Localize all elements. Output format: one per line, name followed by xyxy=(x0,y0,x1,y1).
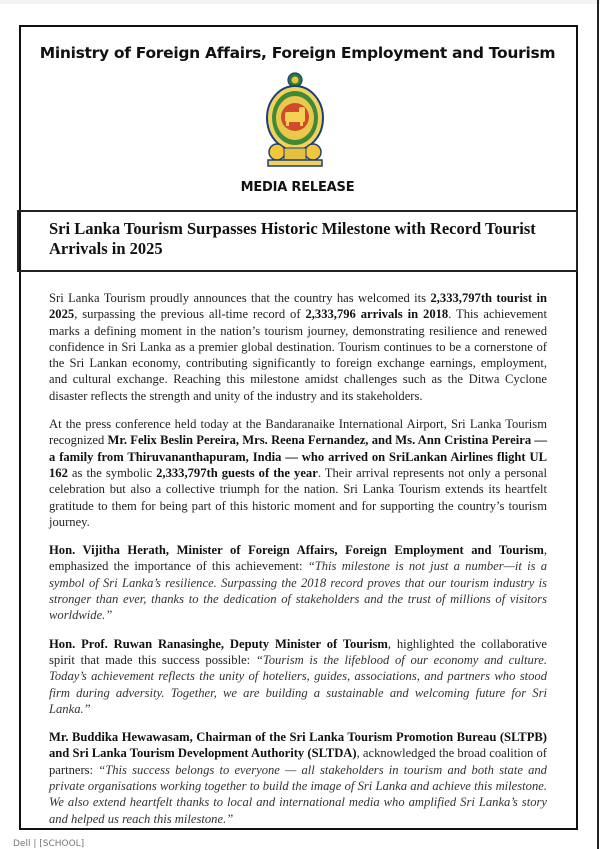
speaker-name: Mr. Buddika Hewawasam, Chairman of the Sri Lanka Tourism Promotion Bureau (SLTPB) and Sri Lanka Tourism Development Authority (SLTDA) xyxy=(49,730,547,761)
text: , emphasized the importance of this achievement: xyxy=(49,543,547,574)
quote: “This milestone is not just a number—it is a symbol of Sri Lanka’s resilience. Surpassing the 2018 record proves that our tourism industry is stronger than ever, thanks to the dedication of stakeholders and the trust of millions of visitors worldwide.” xyxy=(49,559,548,623)
text: . This achievement marks a defining moment in the nation’s tourism journey, demonstrating resilience and renewed confidence in Sri Lanka as a premier global destination. Tourism continues to be a cornerstone of the Sri Lankan economy, contributing significantly to foreign exchange earnings, employment, and cultural exchange. Reaching this milestone amidst challenges such as the Ditwa Cyclone disaster reflects the strength and unity of the industry and its stakeholders. xyxy=(49,307,547,403)
highlight-previous-record: 2,333,796 arrivals in 2018 xyxy=(305,307,449,322)
page-edge-line xyxy=(597,0,599,849)
text: , surpassing the previous all-time record of xyxy=(74,307,306,322)
ministry-heading: Ministry of Foreign Affairs, Foreign Employment and Tourism xyxy=(39,44,556,62)
quote: “This success belongs to everyone — all stakeholders in tourism and both state and private organisations working together to build the image of Sri Lanka and achieve this milestone. We also extend heartfelt thanks to local and international media who amplified Sri Lanka’s story and helped us reach this milestone.” xyxy=(49,762,547,826)
media-release-label: MEDIA RELEASE xyxy=(240,180,355,195)
text: , highlighted the collaborative spirit that made this success possible: xyxy=(49,636,547,667)
text: . Their arrival represents not only a personal celebration but also a collective triumph for the nation. Sri Lanka Tourism extends its heartfelt gratitude to them for being part of this historic moment and for supporting the country’s tourism journey. xyxy=(49,465,547,529)
speaker-name: Hon. Prof. Ruwan Ranasinghe, Deputy Minister of Tourism xyxy=(49,636,388,651)
paragraph-deputy-quote xyxy=(49,636,547,717)
release-body xyxy=(49,290,547,839)
text: At the press conference held today at the Bandaranaike International Airport, Sri Lanka Tourism recognized xyxy=(49,417,547,448)
highlight-guests: 2,333,797th guests of the year xyxy=(156,465,318,480)
paragraph-chairman-quote xyxy=(49,729,547,827)
paragraph-announcement xyxy=(49,290,547,404)
text: , acknowledged the broad coalition of partners: xyxy=(49,746,547,777)
paragraph-press-conference xyxy=(49,416,547,530)
page-footer: Dell | [SCHOOL] xyxy=(13,839,85,849)
release-title: Sri Lanka Tourism Surpasses Historic Milestone with Record Tourist Arrivals in 2025 xyxy=(49,219,536,258)
highlight-tourist-count: 2,333,797th tourist in 2025 xyxy=(49,291,547,322)
highlight-family: Mr. Felix Beslin Pereira, Mrs. Reena Fernandez, and Ms. Ann Cristina Pereira — a family from Thiruvananthapuram, India — who arrived on SriLankan Airlines flight UL 162 xyxy=(49,433,547,480)
sri-lanka-emblem-icon xyxy=(264,72,326,170)
top-edge xyxy=(0,0,600,4)
text: as the symbolic xyxy=(67,465,157,480)
speaker-name: Hon. Vijitha Herath, Minister of Foreign Affairs, Foreign Employment and Tourism xyxy=(49,543,544,558)
paragraph-minister-quote xyxy=(49,542,547,623)
text: Sri Lanka Tourism proudly announces that the country has welcomed its xyxy=(49,291,431,305)
quote: “Tourism is the lifeblood of our economy and culture. Today’s achievement reflects the unity of hoteliers, guides, associations, and partners who stood firm during adversity. Together, we are building a sustainable and welcoming future for Sri Lanka.” xyxy=(49,652,547,716)
